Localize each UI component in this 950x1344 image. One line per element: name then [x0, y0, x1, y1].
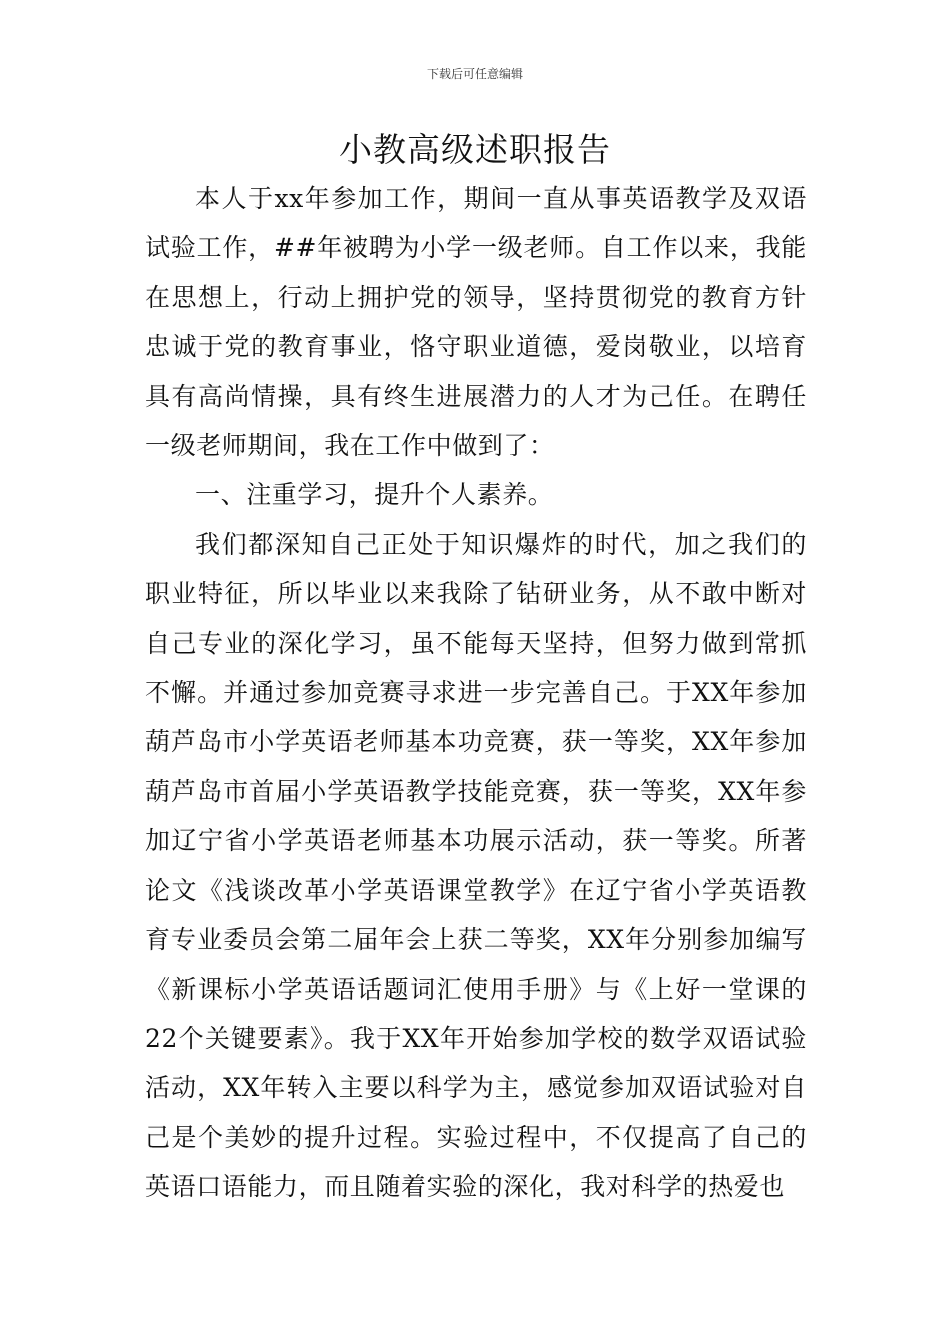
header-note: 下载后可任意编辑: [426, 67, 523, 81]
paragraph-intro: 本人于xx年参加工作，期间一直从事英语教学及双语试验工作，##年被聘为小学一级老师。自工作以来，我能在思想上，行动上拥护党的领导，坚持贯彻党的教育方针忠诚于党的教育事业，恪守职业道德，爱岗敬业，以培育具有高尚情操，具有终生进展潜力的人才为己任。在聘任一级老师期间，我在工作中做到了：: [145, 184, 807, 461]
document-title: 小教高级述职报告: [339, 130, 611, 169]
paragraph-learning: 我们都深知自己正处于知识爆炸的时代，加之我们的职业特征，所以毕业以来我除了钻研业务，从不敢中断对自己专业的深化学习，虽不能每天坚持，但努力做到常抓不懈。并通过参加竞赛寻求进一步完善自己。于XX年参加葫芦岛市小学英语老师基本功竞赛，获一等奖，XX年参加葫芦岛市首届小学英语教学技能竞赛，获一等奖，XX年参加辽宁省小学英语老师基本功展示活动，获一等奖。所著论文《浅谈改革小学英语课堂教学》在辽宁省小学英语教育专业委员会第二届年会上获二等奖，XX年分别参加编写《新课标小学英语话题词汇使用手册》与《上好一堂课的22个关键要素》。我于XX年开始参加学校的数学双语试验活动，XX年转入主要以科学为主，感觉参加双语试验对自己是个美妙的提升过程。实验过程中，不仅提高了自己的英语口语能力，而且随着实验的深化，我对科学的热爱也: [145, 529, 807, 1202]
section-heading-1: 一、注重学习，提升个人素养。: [195, 480, 554, 510]
document-body: [145, 174, 807, 1212]
